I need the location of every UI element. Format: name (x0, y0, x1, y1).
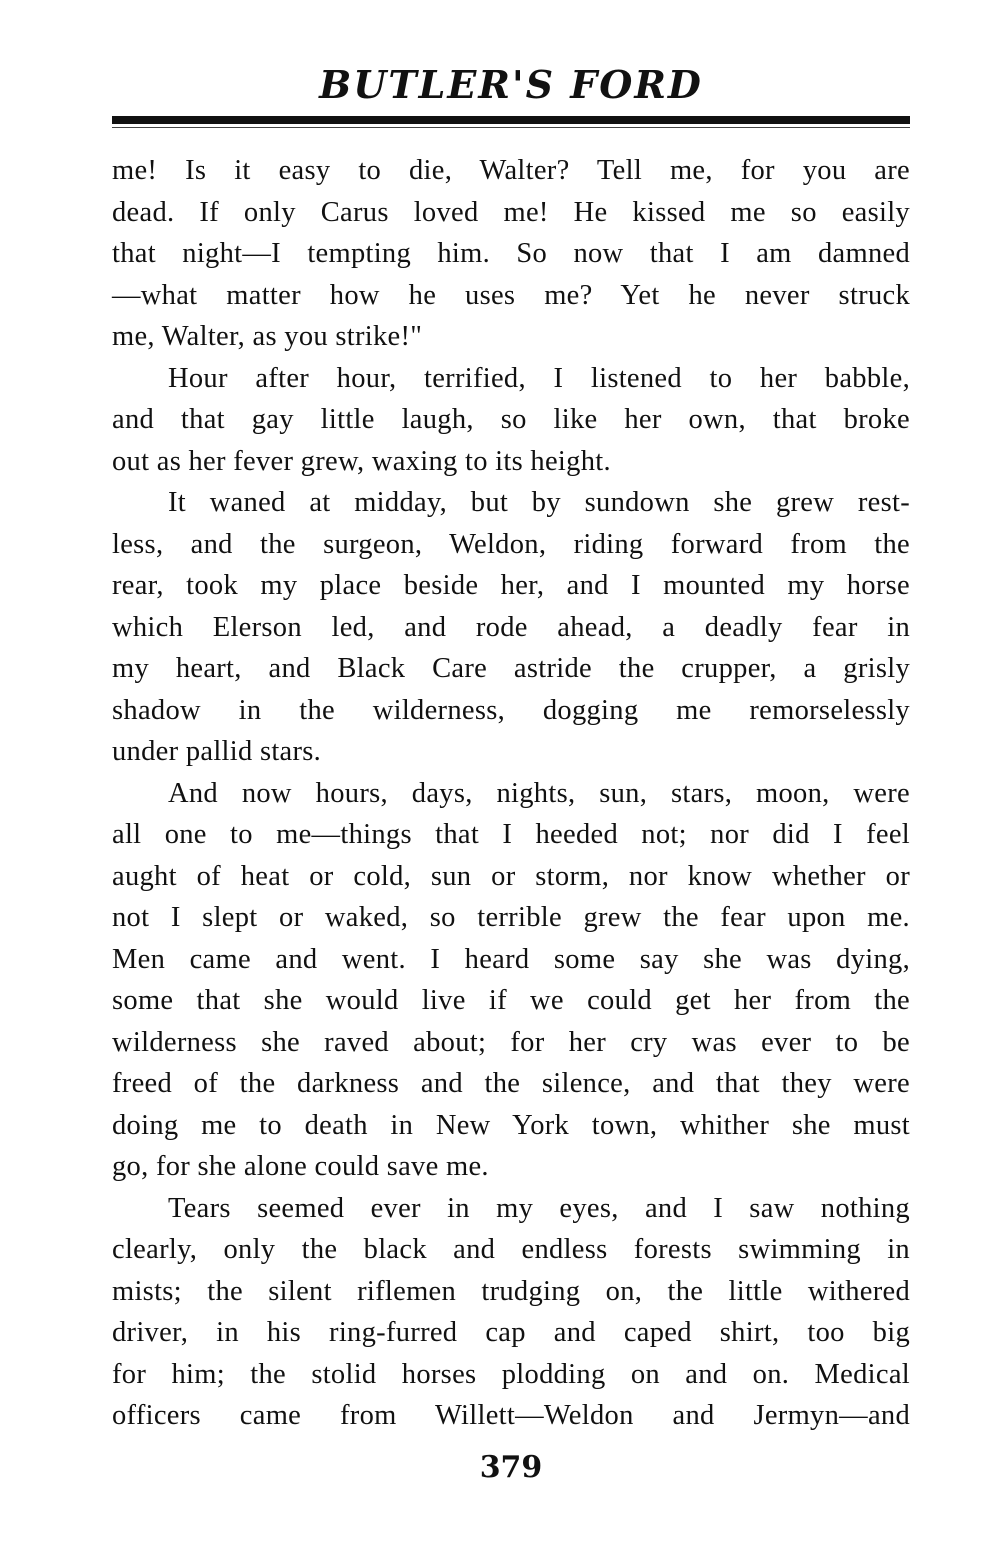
text-line: and that gay little laugh, so like her own, that broke (112, 404, 910, 435)
text-line: doing me to death in New York town, whither she must (112, 1109, 910, 1141)
text-line: me! Is it easy to die, Walter? Tell me, for you are (112, 155, 910, 186)
paragraph (112, 150, 910, 358)
paragraph (112, 773, 910, 1188)
text-line: officers came from Willett—Weldon and Jermyn—and (112, 1400, 910, 1431)
running-head: BUTLER'S FORD (319, 62, 703, 107)
text-line: Men came and went. I heard some say she was dying, (112, 943, 910, 975)
text-line: for him; the stolid horses plodding on and on. Medical (112, 1358, 910, 1390)
text-line: clearly, only the black and endless forests swimming in (112, 1234, 910, 1265)
text-line: which Elerson led, and rode ahead, a deadly fear in (112, 611, 910, 643)
text-line: rear, took my place beside her, and I mounted my horse (112, 570, 910, 601)
text-line: under pallid stars. (112, 736, 322, 767)
paragraph (112, 358, 910, 483)
header-rule (112, 116, 910, 124)
text-line: not I slept or waked, so terrible grew the fear upon me. (112, 902, 910, 933)
text-line: that night—I tempting him. So now that I am damned (112, 238, 910, 269)
text-line: aught of heat or cold, sun or storm, nor know whether or (112, 860, 910, 892)
text-line: Hour after hour, terrified, I listened to her babble, (168, 362, 910, 394)
text-line: driver, in his ring-furred cap and caped shirt, too big (112, 1317, 910, 1348)
paragraph (112, 482, 910, 773)
text-line: Tears seemed ever in my eyes, and I saw nothing (168, 1192, 910, 1224)
text-line: dead. If only Carus loved me! He kissed me so easily (112, 196, 910, 228)
text-line: less, and the surgeon, Weldon, riding forward from the (112, 528, 910, 560)
text-line: —what matter how he uses me? Yet he never struck (112, 279, 910, 311)
text-line: all one to me—things that I heeded not; nor did I feel (112, 819, 910, 850)
header-rule-thin (112, 127, 910, 128)
paragraph (112, 1188, 910, 1437)
text-line: wilderness she raved about; for her cry was ever to be (112, 1026, 910, 1058)
text-line: It waned at midday, but by sundown she grew rest- (168, 487, 910, 518)
text-line: out as her fever grew, waxing to its height. (112, 445, 611, 477)
page-number: 379 (479, 1450, 543, 1485)
text-line: And now hours, days, nights, sun, stars, moon, were (168, 777, 910, 809)
body-text (112, 150, 910, 1437)
text-line: some that she would live if we could get her from the (112, 985, 910, 1016)
text-line: mists; the silent riflemen trudging on, the little withered (112, 1275, 910, 1307)
text-line: freed of the darkness and the silence, and that they were (112, 1068, 910, 1099)
text-line: me, Walter, as you strike!" (112, 321, 423, 352)
text-line: shadow in the wilderness, dogging me remorselessly (112, 694, 910, 726)
text-line: go, for she alone could save me. (112, 1151, 489, 1182)
text-line: my heart, and Black Care astride the crupper, a grisly (112, 653, 910, 684)
